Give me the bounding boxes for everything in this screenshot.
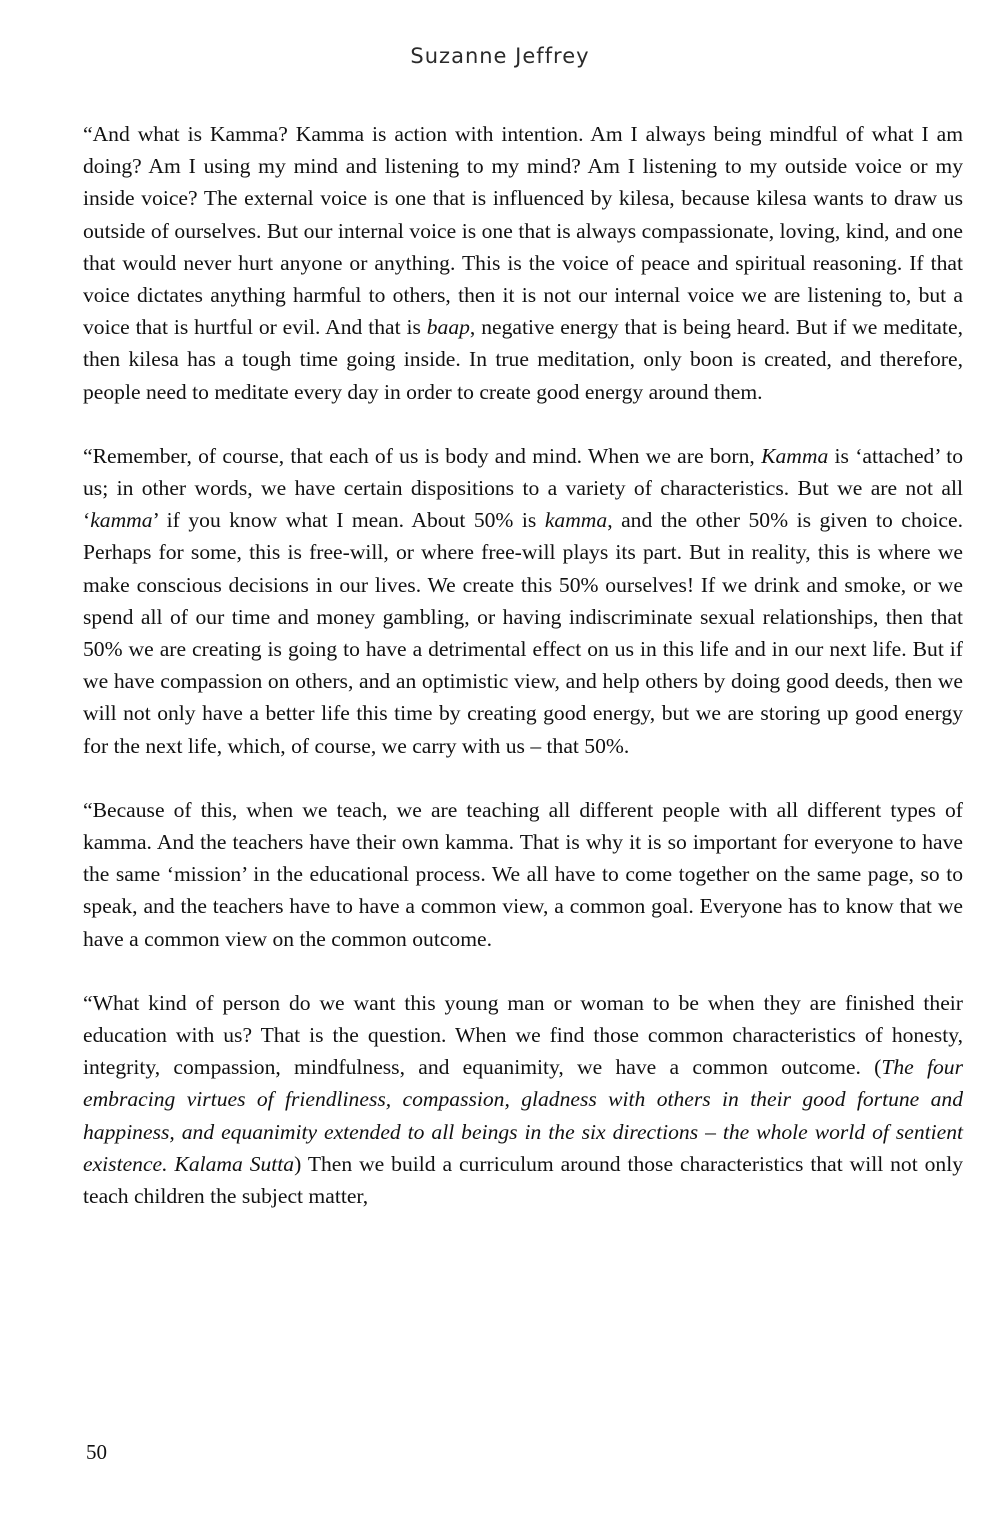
paragraph [83, 118, 963, 408]
text-segment: “And what is Kamma? Kamma is action with intention. Am I always being mindful of what I am doing? Am I using my mind and listening to my mind? Am I listening to my outside voice or my inside voice? The external voice is one that is influenced by kilesa, because kilesa wants to draw us outside of ourselves. But our internal voice is one that is always compassionate, loving, kind, and one that would never hurt anyone or anything. This is the voice of peace and spiritual reasoning. If that voice dictates anything harmful to others, then it is not our internal voice we are listening to, but a voice that is hurtful or evil. And that is [83, 122, 963, 340]
italic-text: The four embracing virtues of friendliness, compassion, gladness with others in their good fortune and happiness, and equanimity extended to all beings in the six directions – the whole world of sentient existence. Kalama Sutta [83, 1055, 963, 1176]
text-segment: “Remember, of course, that each of us is body and mind. When we are born, [83, 443, 762, 468]
italic-text: kamma [90, 508, 153, 533]
paragraph [83, 794, 963, 955]
running-header: Suzanne Jeffrey [410, 44, 590, 68]
text-segment: , negative energy that is being heard. But if we meditate, then kilesa has a tough time going inside. In true meditation, only boon is created, and therefore, people need to meditate every day in order to create good energy around them. [83, 315, 963, 404]
italic-text: Kamma [761, 443, 829, 468]
italic-text: kamma [544, 508, 608, 533]
text-segment: is ‘attached’ to us; in other words, we have certain dispositions to a variety of characteristics. But we are not all ‘ [83, 443, 963, 533]
text-segment: “Because of this, when we teach, we are teaching all different people with all different types of kamma. And the teachers have their own kamma. That is why it is so important for everyone to have the same ‘mission’ in the educational process. We all have to come together on the same page, so to speak, and the teachers have to have a common view, a common goal. Everyone has to know that we have a common view on the common outcome. [83, 797, 963, 951]
page-number: 50 [86, 1440, 107, 1464]
text-segment: ’ if you know what I mean. About 50% is [152, 508, 545, 533]
body-text [83, 118, 963, 1212]
paragraph [83, 440, 963, 762]
text-segment: , and the other 50% is given to choice. Perhaps for some, this is free-will, or where free-will plays its part. But in reality, this is where we make conscious decisions in our lives. We create this 50% ourselves! If we drink and smoke, or we spend all of our time and money gambling, or having indiscriminate sexual relationships, then that 50% we are creating is going to have a detrimental effect on us in this life and in our next life. But if we have compassion on others, and an optimistic view, and help others by doing good deeds, then we will not only have a better life this time by creating good energy, but we are storing up good energy for the next life, which, of course, we carry with us – that 50%. [83, 508, 963, 758]
italic-text: baap [426, 315, 470, 340]
text-segment: ) Then we build a curriculum around those characteristics that will not only teach children the subject matter, [83, 1151, 964, 1209]
text-segment: “What kind of person do we want this young man or woman to be when they are finished their education with us? That is the question. When we find those common characteristics of honesty, integrity, compassion, mindfulness, and equanimity, we have a common outcome. ( [83, 990, 963, 1080]
paragraph [83, 987, 963, 1212]
